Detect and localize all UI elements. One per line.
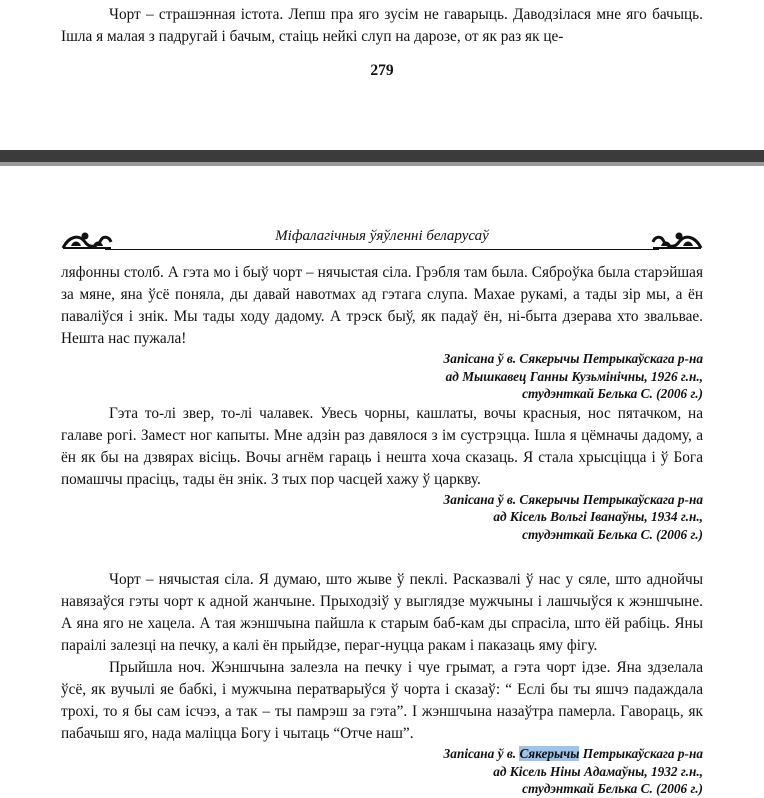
source-suffix: Петрыкаўскага р-на (579, 746, 703, 761)
page-number: 279 (370, 62, 394, 79)
source-line: студэнткай Белька С. (2006 г.) (522, 386, 703, 401)
previous-page-fragment (0, 0, 764, 150)
paragraph: Чорт – страшэнная істота. Лепш пра яго зусім не гаварыць. Даводзілася мне яго бачыць. Ішла я малая з падругай і бачым, стаіць нейкі слуп на дарозе, от як раз як це- (61, 6, 703, 45)
source-line: ад Кісель Вольгі Іванаўны, 1934 г.н., (493, 509, 703, 524)
running-header (61, 226, 703, 254)
paragraph: ляфонны столб. А гэта мо і быў чорт – нячыстая сіла. Грэбля там была. Сяброўка была старэйшая за мяне, яна ўсё поняла, ды давай навотмах ад гэтага слупа. Махае рукамі, а тады зір мы, а ён паваліўся і знік. Мы тады ходу дадому. А трэск быў, як падаў ён, ні-быта дзерава хто звальвае. Нешта нас пужала! (61, 264, 703, 347)
selected-text[interactable]: Сякерычы (519, 746, 580, 761)
page-body (61, 262, 703, 798)
source-prefix: Запісана ў в. (443, 746, 520, 761)
paragraph: Прыйшла ноч. Жэншчына залезла на печку і чуе грымат, а гэта чорт ідзе. Яна здзелала ўсё, як вучылі яе бабкі, і мужчына ператварыўся ў чорта і сказаў: “ Еслі бы ты яшчэ падаждала трохі, то я бы сам ісчэз, а так – ты памрэш за гэта”. І жэншчына назаўтра памерла. Гавораць, як пабачыш яго, нада маліцца Богу і чытаць “Отче наш”. (61, 659, 703, 742)
paragraph: Гэта то-лі звер, то-лі чалавек. Увесь чорны, кашлаты, вочы красныя, нос пятачком, на галаве рогі. Замест ног капыты. Мне адзін раз давялося з ім сустрэцца. Ішла я цёмначы дадому, а ён як бы на дзвярах вісіць. Вочы агнём гараць і нешта хоча сказаць. Я стала хрысціцца і ў Бога помашчы прасіць, тады ён знік. З тых пор часцей хажу ў царкву. (61, 404, 703, 488)
source-line: ад Кісель Ніны Адамаўны, 1932 г.н., (493, 763, 703, 779)
header-rule (105, 249, 659, 250)
source-line: Запісана ў в. Сякерычы Петрыкаўскага р-на (443, 351, 703, 366)
source-line: студэнткай Белька С. (2006 г.) (522, 526, 703, 542)
source-line (61, 745, 703, 763)
header-title: Міфалагічныя ўяўленні беларусаў (275, 228, 489, 244)
source-line: Запісана ў в. Сякерычы Петрыкаўскага р-на (443, 491, 703, 507)
source-line: студэнткай Белька С. (2006 г.) (522, 781, 703, 796)
paragraph: Чорт – нячыстая сіла. Я думаю, што жыве ў пеклі. Расказвалі ў нас у сяле, што аднойчы навязаўся гэты чорт к адной жанчыне. Прыходзіў у выглядзе мужчыны і лашчыўся к жэншчыне. А яна яго не хацела. А тая жэншчына пайшла к старым баб-кам ды спрасіла, што ёй рабіць. Яны параілі залезці на печку, а калі ён прыйдзе, пераг-нуцца ракам і паказаць яму фігу. (61, 571, 703, 654)
page-separator (0, 150, 764, 166)
source-line: ад Мышкавец Ганны Кузьмінічны, 1926 г.н., (445, 368, 703, 384)
ornament-icon (651, 228, 703, 252)
